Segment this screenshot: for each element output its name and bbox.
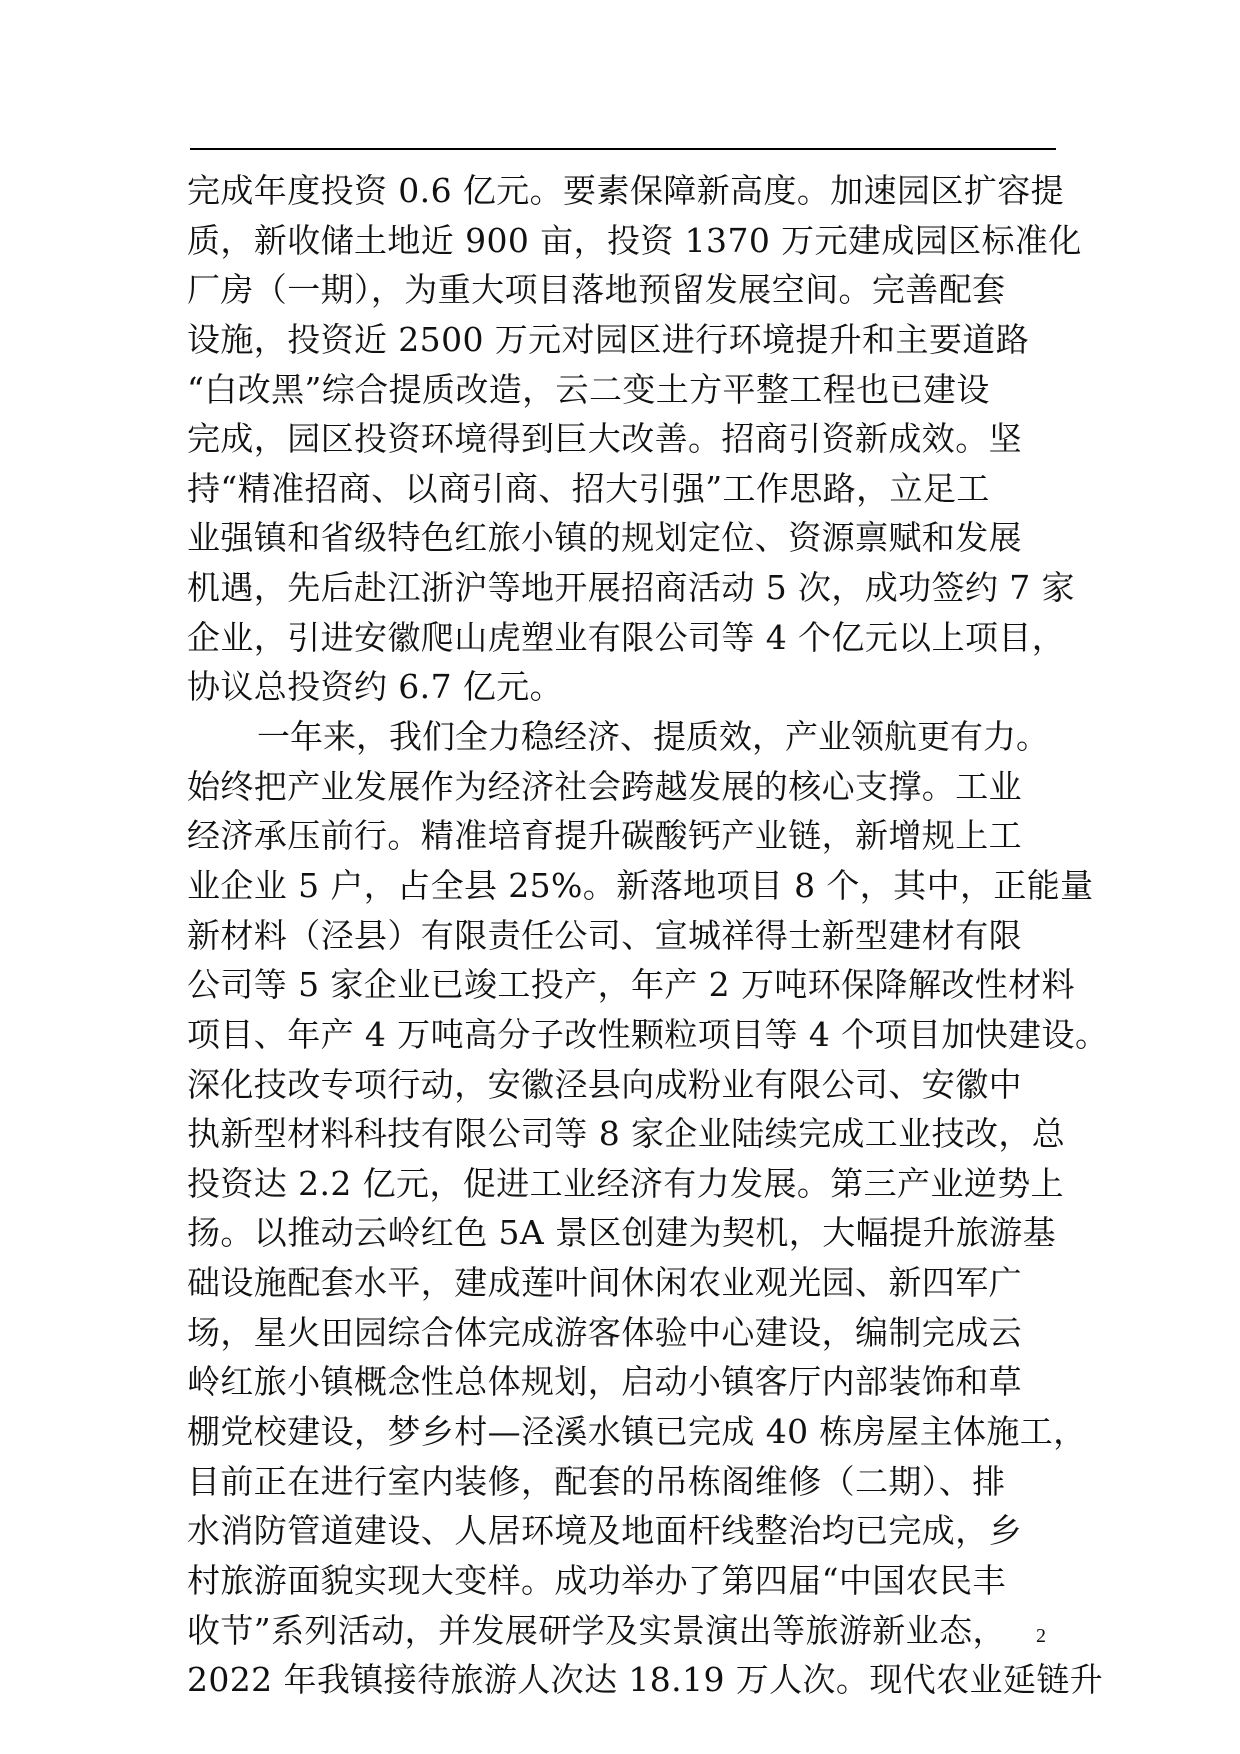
text-line: 质，新收储土地近 900 亩，投资 1370 万元建成园区标准化 (187, 220, 1082, 260)
text-line: 项目、年产 4 万吨高分子改性颗粒项目等 4 个项目加快建设。 (187, 1014, 1109, 1054)
text-line: 岭红旅小镇概念性总体规划，启动小镇客厅内部装饰和草 (187, 1362, 1022, 1402)
text-line: 业强镇和省级特色红旅小镇的规划定位、资源禀赋和发展 (187, 518, 1022, 558)
header-rule (190, 148, 1056, 150)
text-line: 业企业 5 户，占全县 25%。新落地项目 8 个，其中，正能量 (187, 865, 1094, 905)
text-line: 目前正在进行室内装修，配套的吊栋阁维修（二期）、排 (187, 1461, 1006, 1501)
body-text (187, 166, 1187, 1705)
text-line: 投资达 2.2 亿元，促进工业经济有力发展。第三产业逆势上 (187, 1163, 1065, 1203)
text-line: 水消防管道建设、人居环境及地面杆线整治均已完成，乡 (187, 1511, 1022, 1551)
text-line: 协议总投资约 6.7 亿元。 (187, 667, 564, 707)
text-line: 新材料（泾县）有限责任公司、宣城祥得士新型建材有限 (187, 915, 1022, 955)
text-line: 执新型材料科技有限公司等 8 家企业陆续完成工业技改，总 (187, 1114, 1066, 1154)
text-line: “白改黑”综合提质改造，云二变土方平整工程也已建设 (187, 369, 990, 409)
text-line: 设施，投资近 2500 万元对园区进行环境提升和主要道路 (187, 319, 1030, 359)
text-line: 企业，引进安徽爬山虎塑业有限公司等 4 个亿元以上项目， (187, 617, 1066, 657)
page-number: 2 (1036, 1625, 1046, 1647)
text-line: 深化技改专项行动，安徽泾县向成粉业有限公司、安徽中 (187, 1064, 1022, 1104)
text-line: 始终把产业发展作为经济社会跨越发展的核心支撑。工业 (187, 766, 1022, 806)
text-line: 厂房（一期），为重大项目落地预留发展空间。完善配套 (187, 270, 1006, 310)
text-line: 完成，园区投资环境得到巨大改善。招商引资新成效。坚 (187, 419, 1022, 459)
text-line: 扬。以推动云岭红色 5A 景区创建为契机，大幅提升旅游基 (187, 1213, 1057, 1253)
paragraph-start-line: 一年来，我们全力稳经济、提质效，产业领航更有力。 (257, 717, 1049, 757)
text-line: 场，星火田园综合体完成游客体验中心建设，编制完成云 (187, 1312, 1022, 1352)
text-line: 棚党校建设，梦乡村—泾溪水镇已完成 40 栋房屋主体施工， (187, 1412, 1087, 1452)
text-line: 收节”系列活动，并发展研学及实景演出等旅游新业态， (187, 1610, 1006, 1650)
text-line: 2022 年我镇接待旅游人次达 18.19 万人次。现代农业延链升 (187, 1660, 1104, 1700)
text-line: 持“精准招商、以商引商、招大引强”工作思路，立足工 (187, 468, 990, 508)
text-line: 完成年度投资 0.6 亿元。要素保障新高度。加速园区扩容提 (187, 171, 1065, 210)
text-line: 经济承压前行。精准培育提升碳酸钙产业链，新增规上工 (187, 816, 1022, 856)
text-line: 机遇，先后赴江浙沪等地开展招商活动 5 次，成功签约 7 家 (187, 568, 1075, 608)
text-line: 础设施配套水平，建成莲叶间休闲农业观光园、新四军广 (187, 1263, 1022, 1303)
text-line: 公司等 5 家企业已竣工投产，年产 2 万吨环保降解改性材料 (187, 965, 1075, 1005)
text-line: 村旅游面貌实现大变样。成功举办了第四届“中国农民丰 (187, 1560, 1006, 1600)
